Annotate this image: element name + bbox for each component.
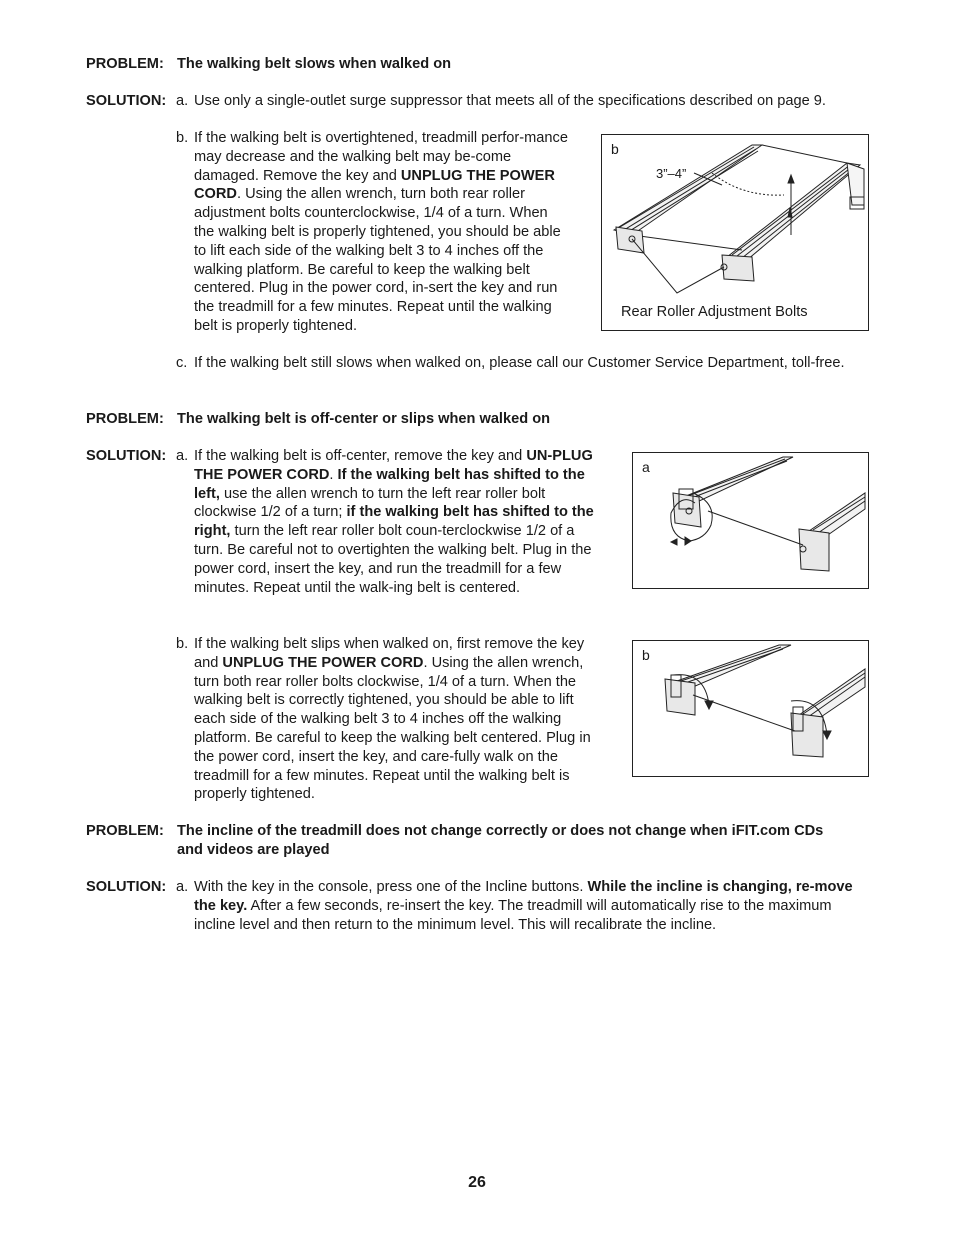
- problem-3-title: The incline of the treadmill does not change correctly or does not change when iFIT.com CDs and videos are played: [177, 823, 824, 858]
- problem-2-label: PROBLEM:: [86, 411, 164, 427]
- solution-2a-text: If the walking belt is off-center, remove the key and UN-PLUG THE POWER CORD. If the walking belt has shifted to the left, use the allen wrench to turn the left rear roller bolt clockwise 1/2 of a turn; if the walking belt has shifted to the right, turn the left rear roller bolt coun-terclockwise 1/2 of a turn. Be careful not to overtighten the walking belt. Plug in the power cord, insert the key, and run the treadmill for a few minutes. Repeat until the walk-ing belt is centered.: [194, 448, 594, 596]
- solution-1b-text: If the walking belt is overtightened, treadmill perfor-mance may decrease and the walking belt may be-come damaged. Remove the key and UNPLUG THE POWER CORD. Using the allen wrench, turn both rear roller adjustment bolts counterclockwise, 1/4 of a turn. When the walking belt is properly tightened, you should be able to lift each side of the walking belt 3 to 4 inches off the walking platform. Be careful to keep the walking belt centered. Plug in the power cord, in-sert the key and run the treadmill for a few minutes. Repeat until the walking belt is properly tightened.: [194, 130, 568, 334]
- measurement-label: 3”–4”: [656, 166, 687, 181]
- problem-1-title: The walking belt slows when walked on: [177, 56, 452, 72]
- solution-1a: [176, 92, 866, 111]
- solution-1c-text: If the walking belt still slows when walked on, please call our Customer Service Department, toll-free.: [194, 355, 845, 371]
- treadmill-illustration-2: [633, 453, 870, 590]
- solution-2b: [176, 635, 596, 804]
- solution-3-label: SOLUTION:: [86, 879, 167, 895]
- solution-1-label: SOLUTION:: [86, 93, 167, 109]
- problem-1-label: PROBLEM:: [86, 56, 164, 72]
- item-letter: c.: [176, 355, 188, 371]
- figure-caption: Rear Roller Adjustment Bolts: [621, 304, 808, 320]
- figure-slip-adjust: [632, 640, 869, 777]
- figure-rear-roller-bolts: [601, 134, 869, 331]
- solution-3a: [176, 878, 860, 934]
- item-letter: b.: [176, 636, 189, 652]
- problem-2-title: The walking belt is off-center or slips when walked on: [177, 411, 551, 427]
- solution-2b-text: If the walking belt slips when walked on, first remove the key and UNPLUG THE POWER CORD. Using the allen wrench, turn both rear roller bolts clockwise, 1/4 of a turn. When the walking belt is correctly tightened, you should be able to lift each side of the walking belt 3 to 4 inches off the walking platform. Be careful to keep the walking belt centered. Plug in the power cord, insert the key, and care-fully walk on the treadmill for a few minutes. Repeat until the walking belt is properly tightened.: [194, 636, 591, 803]
- solution-3a-text: With the key in the console, press one of the Incline buttons. While the incline is changing, re-move the key. After a few seconds, re-insert the key. The treadmill will automatically rise to the maximum incline level and then return to the minimum level. This will recalibrate the incline.: [194, 879, 853, 933]
- figure-label: b: [611, 141, 619, 157]
- item-letter: a.: [176, 448, 189, 464]
- treadmill-illustration-3: [633, 641, 870, 778]
- solution-2a: [176, 447, 596, 597]
- figure-label: a: [642, 459, 650, 475]
- item-letter: a.: [176, 879, 189, 895]
- solution-1b: [176, 129, 568, 336]
- solution-2-label: SOLUTION:: [86, 448, 167, 464]
- figure-off-center-adjust: [632, 452, 869, 589]
- problem-3-label: PROBLEM:: [86, 823, 164, 839]
- figure-label: b: [642, 647, 650, 663]
- item-letter: b.: [176, 130, 189, 146]
- item-letter: a.: [176, 93, 189, 109]
- solution-1a-text: Use only a single-outlet surge suppressor that meets all of the specifications described on page 9.: [194, 93, 826, 109]
- page-number: 26: [468, 1174, 486, 1191]
- solution-1c: [176, 354, 860, 373]
- unplug-emphasis: UNPLUG THE POWER CORD: [194, 167, 555, 203]
